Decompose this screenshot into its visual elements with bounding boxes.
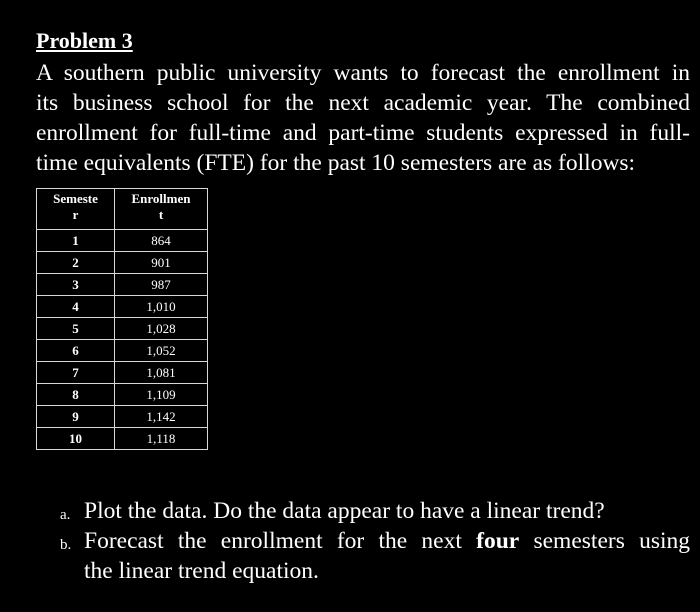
semester-cell: 7 — [37, 362, 115, 384]
enrollment-cell: 901 — [115, 252, 208, 274]
semester-cell: 1 — [37, 230, 115, 252]
semester-cell: 2 — [37, 252, 115, 274]
question-line: the linear trend equation. — [84, 558, 319, 584]
problem-title: Problem 3 — [36, 28, 133, 53]
semester-cell: 3 — [37, 274, 115, 296]
table-row — [37, 252, 208, 274]
semester-cell: 9 — [37, 406, 115, 428]
question-b — [60, 526, 690, 586]
enrollment-cell: 1,052 — [115, 340, 208, 362]
question-line — [84, 526, 690, 556]
questions-list — [60, 496, 690, 586]
intro-line: enrollment for full-time and part-time students expressed in full- — [36, 120, 690, 146]
intro-line: time equivalents (FTE) for the past 10 semesters are as follows: — [36, 150, 636, 176]
table-row — [37, 406, 208, 428]
enrollment-cell: 987 — [115, 274, 208, 296]
enrollment-cell: 1,109 — [115, 384, 208, 406]
enrollment-cell: 1,142 — [115, 406, 208, 428]
semester-column-header — [37, 189, 115, 230]
question-marker: b. — [60, 537, 72, 553]
enrollment-cell: 1,010 — [115, 296, 208, 318]
question-text: Plot the data. Do the data appear to have a linear trend? — [84, 498, 605, 524]
table-row — [37, 384, 208, 406]
header-text: r — [72, 207, 79, 222]
question-marker: a. — [60, 507, 71, 523]
semester-cell: 6 — [37, 340, 115, 362]
problem-intro — [36, 58, 690, 178]
semester-cell: 10 — [37, 428, 115, 450]
semester-cell: 4 — [37, 296, 115, 318]
enrollment-cell: 1,028 — [115, 318, 208, 340]
intro-line: A southern public university wants to forecast the enrollment in — [36, 60, 690, 86]
enrollment-cell: 1,118 — [115, 428, 208, 450]
enrollment-column-header — [115, 189, 208, 230]
table-row — [37, 428, 208, 450]
intro-line: its business school for the next academic year. The combined — [36, 90, 690, 116]
question-text-part: Forecast the enrollment for the next — [84, 528, 462, 554]
enrollment-table — [36, 188, 208, 450]
table-row — [37, 362, 208, 384]
enrollment-cell: 1,081 — [115, 362, 208, 384]
table-header-row — [37, 189, 208, 230]
question-text — [84, 526, 690, 586]
table-row — [37, 230, 208, 252]
table-row — [37, 318, 208, 340]
semester-cell: 5 — [37, 318, 115, 340]
header-text: Semeste — [53, 191, 98, 206]
semester-cell: 8 — [37, 384, 115, 406]
enrollment-cell: 864 — [115, 230, 208, 252]
table-row — [37, 340, 208, 362]
question-a — [60, 496, 690, 526]
table-row — [37, 296, 208, 318]
question-text-part: semesters using — [533, 528, 691, 554]
header-text: t — [158, 207, 164, 222]
emphasis-word: four — [476, 528, 520, 554]
header-text: Enrollmen — [131, 191, 191, 206]
table-row — [37, 274, 208, 296]
